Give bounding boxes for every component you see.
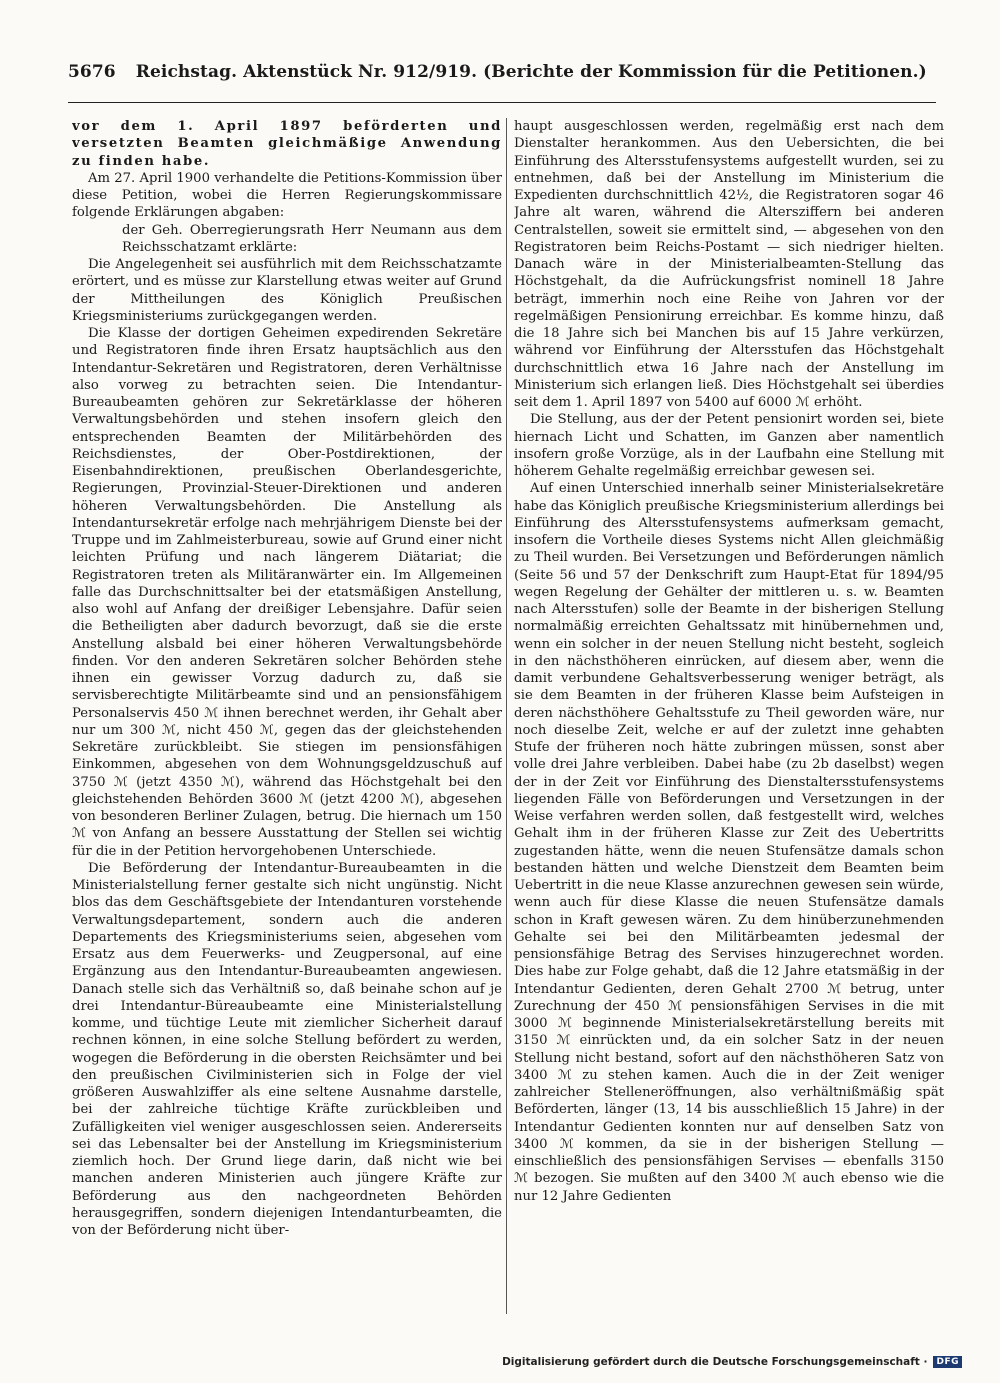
paragraph: Die Angelegenheit sei ausführlich mit dem Reichsschatzamte erörtert, und es müsse zur Klarstellung etwas weiter auf Grund der Mittheilungen des Königlich Preußischen Kriegsministeriums zurückgegangen werden. [72,257,502,324]
paragraph: Die Beförderung der Intendantur-Bureaubeamten in die Ministerialstellung ferner gestalte sich nicht ungünstig. Nicht blos das dem Geschäftsgebiete der Intendanturen vorstehende Verwaltungsdepartement, sondern auch die anderen Departements des Kriegsministeriums seien, abgesehen vom Ersatz aus dem Feuerwerks- und Zeugpersonal, auf eine Ergänzung aus den Intendantur-Bureaubeamten angewiesen. Danach stelle sich das Verhältniß so, daß beinahe schon auf je drei Intendantur-Büreaubeamte eine Ministerialstellung komme, und tüchtige Leute mit ziemlicher Sicherheit darauf rechnen können, in eine solche Stellung befördert zu werden, wogegen die Beförderung in die obersten Reichsämter und bei den preußischen Civilministerien sich in Folge der viel größeren Auswahlziffer als eine seltene Ausnahme darstelle, bei der zahlreiche tüchtige Kräfte zurückbleiben und Zufälligkeiten viel weniger ausgeschlossen seien. Andererseits sei das Lebensalter bei der Anstellung im Kriegsministerium ziemlich hoch. Der Grund liege darin, daß nicht wie bei manchen anderen Ministerien auch jüngere Kräfte zur Beförderung aus den nachgeordneten Behörden herausgegriffen, sondern diejenigen Intendanturbeamten, die von der Beförderung nicht über- [72,860,502,1238]
left-column [72,118,502,1338]
paragraph: Die Klasse der dortigen Geheimen expedirenden Sekretäre und Registratoren finde ihren Ersatz hauptsächlich aus den Intendantur-Sekretären und Registratoren, deren Verhältnisse also vorweg zu betrachten seien. Die Intendantur-Bureaubeamten gehören zur Sekretärklasse der höheren Verwaltungsbehörden und stehen insofern gleich den entsprechenden Beamten der Militärbehörden des Reichsdienstes, der Ober-Postdirektionen, der Eisenbahndirektionen, preußischen Oberlandesgerichte, Regierungen, Provinzial-Steuer-Direktionen und anderen höheren Verwaltungsbehörden. Die Anstellung als Intendantursekretär erfolge nach mehrjährigem Dienste bei der Truppe und im Zahlmeisterbureau, sowie auf Grund einer nicht leichten Prüfung und nach längerem Diätariat; die Registratoren treten als Militäranwärter ein. Im Allgemeinen falle das Durchschnittsalter bei der etatsmäßigen Anstellung, also wohl auf Anfang der dreißiger Lebensjahre. Dafür seien die Betheiligten aber dadurch bevorzugt, daß sie die erste Anstellung alsbald bei einer höheren Verwaltungsbehörde finden. Vor den anderen Sekretären solcher Behörden stehe ihnen ein gewisser Vorzug dadurch zu, daß sie servisberechtigte Militärbeamte sind und an pensionsfähigem Personalservis 450 ℳ ihnen berechnet werden, ihr Gehalt aber nur um 300 ℳ, nicht 450 ℳ, gegen das der gleichstehenden Sekretäre zurückbleibt. Sie stiegen im pensionsfähigen Einkommen, abgesehen von dem Wohnungsgeldzuschuß auf 3750 ℳ (jetzt 4350 ℳ), während das Höchstgehalt bei den gleichstehenden Behörden 3600 ℳ (jetzt 4200 ℳ), abgesehen von besonderen Berliner Zulagen, betrug. Die hiernach um 150 ℳ von Anfang an bessere Ausstattung der Stellen sei wichtig für die in der Petition hervorgehobenen Unterschiede. [72,326,502,859]
dfg-logo: DFG [933,1356,962,1368]
column-divider [506,118,507,1314]
paragraph: haupt ausgeschlossen werden, regelmäßig erst nach dem Dienstalter herankommen. Aus den Uebersichten, die bei Einführung des Altersstufensystems aufgestellt wurden, sei zu entnehmen, daß bei der Anstellung im Ministerium die Expedienten durchschnittlich 42½, die Registratoren sogar 46 Jahre alt waren, während die Altersziffern bei anderen Centralstellen, soweit sie ermittelt sind, — abgesehen von den Registratoren beim Reichs-Postamt — sich niedriger hielten. Danach wäre in der Ministerialbeamten-Stellung das Höchstgehalt, da die Aufrückungsfrist nominell 18 Jahre beträgt, immerhin noch eine Reihe von Jahren vor der regelmäßigen Pensionirung erreichbar. Es komme hinzu, daß die 18 Jahre sich bei Manchen bis auf 15 Jahre verkürzen, während vor Einführung der Altersstufen das Höchstgehalt durchschnittlich etwa 16 Jahre nach der Anstellung im Ministerium sich erlangen ließ. Dies Höchstgehalt sei überdies seit dem 1. April 1897 von 5400 auf 6000 ℳ erhöht. [514,119,944,410]
paragraph: Die Stellung, aus der der Petent pensionirt worden sei, biete hiernach Licht und Schatten, im Ganzen aber namentlich insofern große Vorzüge, als in der Laufbahn eine Stellung mit höherem Gehalte regelmäßig erreichbar gewesen sei. [514,412,944,479]
page-header [68,62,936,82]
right-column [514,118,944,1338]
paragraph: Am 27. April 1900 verhandelte die Petitions-Kommission über diese Petition, wobei die Herren Regierungskommissare folgende Erklärungen abgaben: [72,170,502,221]
page-number: 5676 [68,62,116,82]
paragraph: Auf einen Unterschied innerhalb seiner Ministerialsekretäre habe das Königlich preußische Kriegsministerium allerdings bei Einführung des Altersstufensystems aufmerksam gemacht, insofern die Vortheile dieses Systems nicht Allen gleichmäßig zu Theil wurden. Bei Versetzungen und Beförderungen nämlich (Seite 56 und 57 der Denkschrift zum Haupt-Etat für 1894/95 wegen Regelung der Gehälter der mittleren u. s. w. Beamten nach Altersstufen) solle der Beamte in der bisherigen Stellung normalmäßig erreichten Gehaltssatz mit hinübernehmen und, wenn ein solcher in der neuen Stellung nicht besteht, sogleich in den nächsthöheren einrücken, auf diesem aber, wenn die damit verbundene Gehaltsverbesserung weniger beträgt, als sie dem Beamten in der früheren Klasse beim Aufsteigen in deren nächsthöhere Gehaltsstufe zu Theil geworden wäre, nur noch dieselbe Zeit, welche er auf der zuletzt inne gehabten Stufe der früheren noch hätte zubringen müssen, sonst aber volle drei Jahre verbleiben. Dabei habe (zu 2b daselbst) wegen der in der Zeit vor Einführung des Dienstaltersstufensystems liegenden Fälle von Beförderungen und Versetzungen in der Weise verfahren werden sollen, daß festgestellt wird, welches Gehalt ihm in der früheren Klasse zur Zeit des Uebertritts zugestanden hätte, wenn die neuen Stufensätze damals schon bestanden hätten und welche Dienstzeit dem Beamten beim Uebertritt in die neue Klasse anzurechnen gewesen sein würde, wenn auch für diese Klasse die neuen Stufensätze damals schon in Kraft gewesen wären. Zu dem hinüberzunehmenden Gehalte sei bei den Militärbeamten jedesmal der pensionsfähige Betrag des Servises hinzugerechnet worden. Dies habe zur Folge gehabt, daß die 12 Jahre etatsmäßig in der Intendantur Gedienten, deren Gehalt 2700 ℳ betrug, unter Zurechnung der 450 ℳ pensionsfähigen Servises in die mit 3000 ℳ beginnende Ministerialsekretärstellung bereits mit 3150 ℳ einrückten und, da ein solcher Satz in der neuen Stellung nicht bestand, sofort auf den nächsthöheren Satz von 3400 ℳ zu stehen kamen. Auch die in der Zeit weniger zahlreicher Stelleneröffnungen, also verhältnißmäßig spät Beförderten, länger (13, 14 bis ausschließlich 15 Jahre) in der Intendantur Gedienten konnten nur auf denselben Satz von 3400 ℳ kommen, da sie in der bisherigen Stellung — einschließlich des pensionsfähigen Servises — ebenfalls 3150 ℳ bezogen. Sie mußten auf den 3400 ℳ auch ebenso wie die nur 12 Jahre Gedienten [514,481,944,1204]
footer-text: Digitalisierung gefördert durch die Deutsche Forschungsgemeinschaft · [502,1356,928,1368]
paragraph: vor dem 1. April 1897 beförderten und versetzten Beamten gleichmäßige Anwendung zu finden habe. [72,119,502,169]
running-title: Reichstag. Aktenstück Nr. 912/919. (Berichte der Kommission für die Petitionen.) [135,62,927,82]
header-rule [68,102,936,103]
speaker-line: der Geh. Oberregierungsrath Herr Neumann aus dem Reichsschatzamt erklärte: [122,222,502,255]
digitization-footer [502,1356,962,1368]
